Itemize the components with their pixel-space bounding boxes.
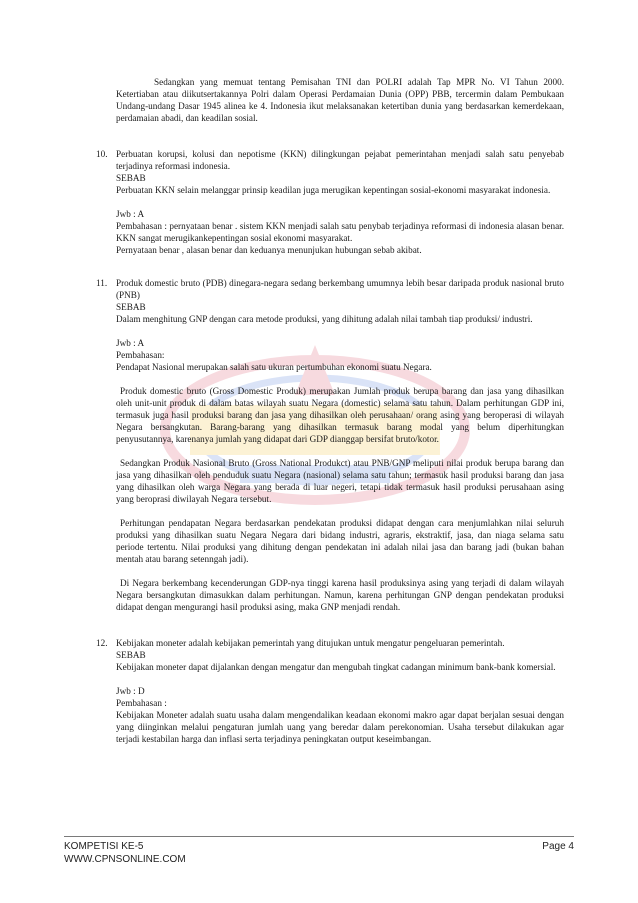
- footer-website: WWW.CPNSONLINE.COM: [64, 854, 186, 865]
- page-footer: [64, 840, 574, 866]
- question-reason: Perbuatan KKN selain melanggar prinsip keadilan juga merugikan kepentingan sosial-ekonomi masyarakat indonesia.: [116, 185, 551, 195]
- question-number: 11.: [96, 278, 108, 288]
- discussion-paragraph: Di Negara berkembang kecenderungan GDP-nya tinggi karena hasil produksinya asing yang terjadi di dalam wilayah Negara bersangkutan dimasukkan dalam perhitungan. Namun, karena perhitungan GNP dengan pendekatan produksi didapat dengan mengurangi hasil produksi asing, maka GNP menjadi rendah.: [116, 578, 564, 612]
- sebab-label: SEBAB: [116, 302, 146, 312]
- footer-divider: [64, 836, 574, 837]
- discussion-intro: Pendapat Nasional merupakan salah satu ukuran pertumbuhan ekonomi suatu Negara.: [116, 362, 432, 372]
- question-number: 10.: [96, 149, 108, 159]
- answer-label: Jwb : A: [116, 338, 145, 348]
- discussion-text: Pernyataan benar , alasan benar dan keduanya menunjukan hubungan sebab akibat.: [116, 245, 422, 255]
- answer-label: Jwb : D: [116, 686, 145, 696]
- discussion-paragraph: Produk domestic bruto (Gross Domestic Produk) merupakan Jumlah produk berupa barang dan jasa yang dihasilkan oleh unit-unit produk di dalam batas wilayah suatu Negara (domestic) selama satu tahun. Dalam perhitungan GDP ini, termasuk juga hasil produksi barang dan jasa yang dihasilkan oleh perusahaan/ orang asing yang beroperasi di wilayah Negara bersangkutan. Barang-barang yang dihasilkan termasuk barang modal yang belum diperhitungkan penyusutannya, karenanya jumlah yang didapat dari GDP dianggap bersifat bruto/kotor.: [116, 386, 564, 444]
- question-statement: Kebijakan moneter adalah kebijakan pemerintah yang ditujukan untuk mengatur pengeluaran pemerintah.: [116, 638, 505, 648]
- discussion-text: Kebijakan Moneter adalah suatu usaha dalam mengendalikan keadaan ekonomi makro agar dapat berjalan sesuai dengan yang diinginkan melalui pengaturan jumlah uang yang beredar dalam perekonomian. Usaha tersebut dilakukan agar terjadi kestabilan harga dan inflasi serta terjadinya peningkatan output keseimbangan.: [116, 710, 564, 744]
- question-item-10: [0, 148, 638, 256]
- discussion-paragraph: Perhitungan pendapatan Negara berdasarkan pendekatan produksi didapat dengan cara menjumlahkan nilai seluruh produksi yang dihasilkan suatu Negara Negara dari bidang industri, agraris, ekstraktif, jasa, dan niaga selama satu periode tertentu. Nilai produksi yang dihitung dengan pendekatan ini adalah nilai jasa dan barang jadi (bukan bahan mentah atau barang setenngah jadi).: [116, 518, 564, 564]
- question-statement: Produk domestic bruto (PDB) dinegara-negara sedang berkembang umumnya lebih besar daripada produk nasional bruto (PNB): [116, 278, 564, 300]
- discussion-label: Pembahasan :: [116, 698, 167, 708]
- discussion-text: Pembahasan : pernyataan benar . sistem KKN menjadi salah satu penybab terjadinya reformasi di indonesia alasan benar. KKN sangat merugikankepentingan sosial ekonomi masyarakat.: [116, 221, 564, 243]
- question-reason: Kebijakan moneter dapat dijalankan dengan mengatur dan mengubah tingkat cadangan minimum bank-bank komersial.: [116, 662, 556, 672]
- page-number: Page 4: [542, 841, 574, 852]
- question-item-11: [0, 277, 638, 613]
- sebab-label: SEBAB: [116, 650, 146, 660]
- question-item-12: [0, 637, 638, 745]
- question-reason: Dalam menghitung GNP dengan cara metode produksi, yang dihitung adalah nilai tambah tiap produksi/ industri.: [116, 314, 533, 324]
- question-number: 12.: [96, 638, 108, 648]
- sebab-label: SEBAB: [116, 173, 146, 183]
- question-statement: Perbuatan korupsi, kolusi dan nepotisme (KKN) dilingkungan pejabat pemerintahan menjadi salah satu penyebab terjadinya reformasi indonesia.: [116, 149, 564, 171]
- answer-label: Jwb : A: [116, 209, 145, 219]
- footer-title: KOMPETISI KE-5: [64, 841, 144, 852]
- discussion-paragraph: Sedangkan Produk Nasional Bruto (Gross National Produkct) atau PNB/GNP meliputi nilai produk berupa barang dan jasa yang dihasilkan oleh penduduk suatu Negara (nasional) selama satu tahun; termasuk hasil produksi barang dan jasa yang dihasilkan oleh warga Negara yang berada di luar negeri, tetapi tidak termasuk hasil produksi perusahaan asing yang beroprasi diwilayah Negara tersebut.: [116, 458, 564, 504]
- intro-paragraph: Sedangkan yang memuat tentang Pemisahan TNI dan POLRI adalah Tap MPR No. VI Tahun 2000. Ketertiaban atau diikutsertakannya Polri dalam Operasi Perdamaian Dunia (OPP) PBB, tercermin dalam Pembukaan Undang-undang Dasar 1945 alinea ke 4. Indonesia ikut melaksanakan ketertiban dunia yang berdasarkan kemerdekaan, perdamaian abadi, dan keadilan sosial.: [116, 77, 564, 123]
- discussion-label: Pembahasan:: [116, 350, 165, 360]
